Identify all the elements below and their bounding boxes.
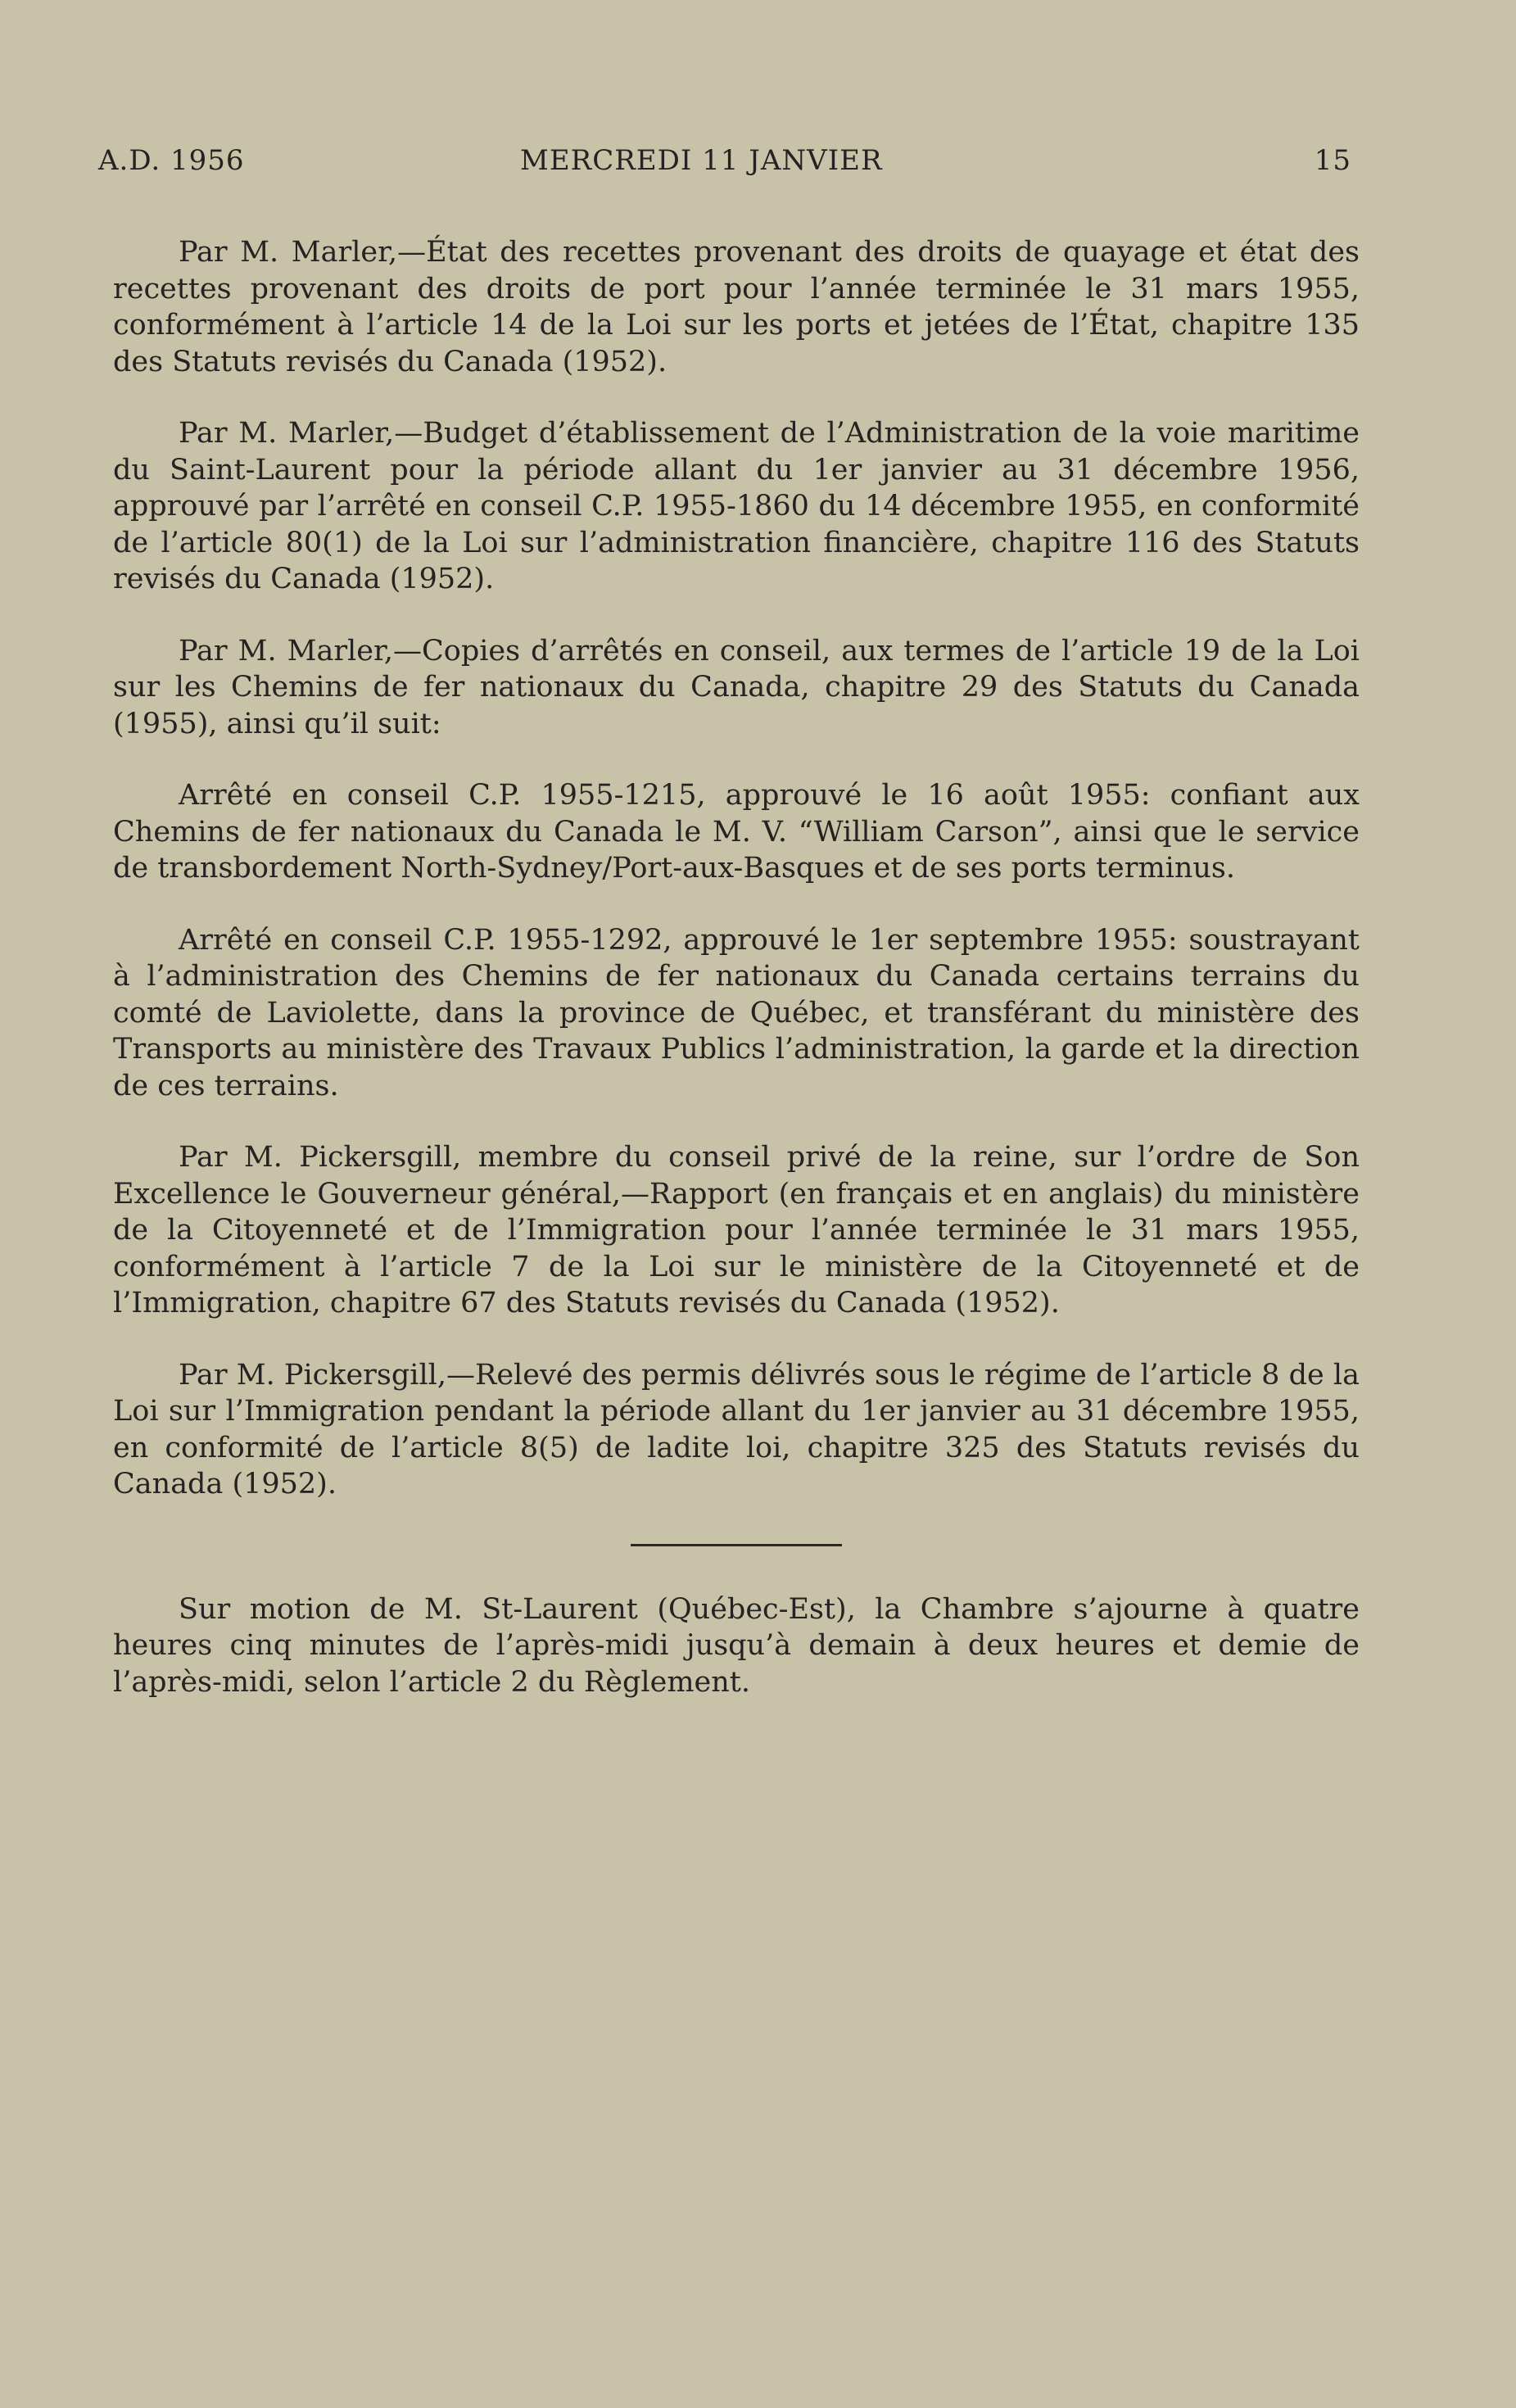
- running-head: [98, 144, 1351, 193]
- header-date: MERCREDI 11 JANVIER: [520, 144, 883, 177]
- body-text: [113, 234, 1360, 1700]
- section-divider: [631, 1544, 842, 1546]
- paragraph-immigration-report: Par M. Pickersgill, membre du conseil privé de la reine, sur l’ordre de Son Excellence le Gouverneur général,—Rapport (en français et en anglais) du ministère de la Citoyenneté et de l’Immigration pour l’année terminée le 31 mars 1955, conformément à l’article 7 de la Loi sur le ministère de la Citoyenneté et de l’Immigration, chapitre 67 des Statuts revisés du Canada (1952).: [113, 1141, 1360, 1319]
- paragraph-orders-in-council: Par M. Marler,—Copies d’arrêtés en conseil, aux termes de l’article 19 de la Loi sur les Chemins de fer nationaux du Canada, chapitre 29 des Statuts du Canada (1955), ainsi qu’il suit:: [113, 634, 1360, 740]
- paragraph-adjournment: Sur motion de M. St-Laurent (Québec-Est), la Chambre s’ajourne à quatre heures cinq minutes de l’après-midi jusqu’à demain à deux heures et demie de l’après-midi, selon l’article 2 du Règlement.: [113, 1592, 1360, 1699]
- paragraph-order-1955-1292: Arrêté en conseil C.P. 1955-1292, approuvé le 1er septembre 1955: soustrayant à l’administration des Chemins de fer nationaux du Canada certains terrains du comté de Laviolette, dans la province de Québec, et transférant du ministère des Transports au ministère des Travaux Publics l’administration, la garde et la direction de ces terrains.: [113, 923, 1360, 1102]
- header-year: A.D. 1956: [98, 144, 245, 177]
- page-number: 15: [1314, 144, 1351, 177]
- paragraph-seaway-budget: Par M. Marler,—Budget d’établissement de l’Administration de la voie maritime du Saint-Laurent pour la période allant du 1er janvier au 31 décembre 1956, approuvé par l’arrêté en conseil C.P. 1955-1860 du 14 décembre 1955, en conformité de l’article 80(1) de la Loi sur l’administration financière, chapitre 116 des Statuts revisés du Canada (1952).: [113, 417, 1360, 595]
- paragraph-quayage-report: Par M. Marler,—État des recettes provenant des droits de quayage et état des recettes provenant des droits de port pour l’année terminée le 31 mars 1955, conformément à l’article 14 de la Loi sur les ports et jetées de l’État, chapitre 135 des Statuts revisés du Canada (1952).: [113, 236, 1360, 378]
- paragraph-immigration-permits: Par M. Pickersgill,—Relevé des permis délivrés sous le régime de l’article 8 de la Loi sur l’Immigration pendant la période allant du 1er janvier au 31 décembre 1955, en conformité de l’article 8(5) de ladite loi, chapitre 325 des Statuts revisés du Canada (1952).: [113, 1358, 1360, 1500]
- paragraph-order-1955-1215: Arrêté en conseil C.P. 1955-1215, approuvé le 16 août 1955: confiant aux Chemins de fer nationaux du Canada le M. V. “William Carson”, ainsi que le service de transbordement North-Sydney/Port-aux-Basques et de ses ports terminus.: [113, 779, 1360, 885]
